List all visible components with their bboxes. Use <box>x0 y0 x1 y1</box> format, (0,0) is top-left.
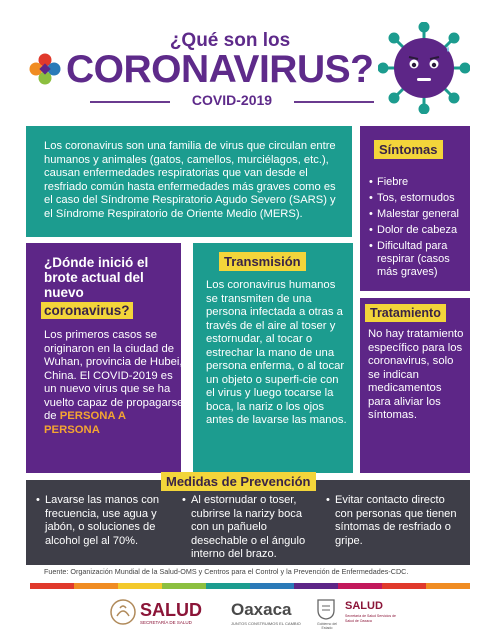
source-note: Fuente: Organización Mundial de la Salud-OMS y Centros para el Control y la Prevención de Enfermedades-CDC. <box>44 567 409 576</box>
salud2-label: SALUD <box>345 600 383 612</box>
list-item: • Dificultad para respirar (casos más graves) <box>369 240 467 279</box>
stripe-segment <box>250 583 294 589</box>
color-stripe <box>30 583 470 589</box>
salud-label: SALUD <box>140 600 202 620</box>
eagle-seal-icon <box>110 598 136 626</box>
origen-body-text: Los primeros casos se originaron en la ciudad de Wuhan, provincia de Hubei, China. El COVID-2019 es un nuevo virus que se ha vuelto capaz de propagarse de <box>44 329 184 422</box>
state-seal-icon <box>316 598 336 620</box>
transmision-body: Los coronavirus humanos se transmiten de una persona infectada a otras a través de el aire al toser y estornudar, al tocar o estrechar la mano de una persona enferma, o al tocar un objeto o superfi-cie con el virus y luego tocarse la boca, la nariz o los ojos antes de lavarse las manos. <box>206 279 347 426</box>
medidas-item-2: • Al estornudar o toser, cubrirse la narizy boca con un pañuelo desechable o el ángulo interno del brazo. <box>182 494 322 562</box>
stripe-segment <box>30 583 74 589</box>
oaxaca-label: Oaxaca <box>231 600 292 619</box>
gobierno-sub: Gobierno del Estado <box>316 622 338 630</box>
list-item: • Malestar general <box>369 208 467 221</box>
main-title: CORONAVIRUS? <box>66 48 374 91</box>
origen-panel <box>26 243 184 473</box>
tratamiento-panel <box>360 298 470 473</box>
list-item: • Tos, estornudos <box>369 192 467 205</box>
origen-body <box>44 329 184 437</box>
subtitle-rule-left <box>90 101 170 103</box>
salud2-sub: Secretaría de Salud Servicios de Salud de Oaxaca <box>345 614 396 623</box>
stripe-segment <box>74 583 118 589</box>
list-item: • Dolor de cabeza <box>369 224 467 237</box>
subtitle-rule-right <box>294 101 374 103</box>
salud-logo <box>110 598 220 630</box>
origen-emphasis: PERSONA A PERSONA <box>44 410 126 436</box>
medidas-item-1: • Lavarse las manos con frecuencia, use agua y jabón, o soluciones de alcohol gel al 70%. <box>36 494 176 548</box>
stripe-segment <box>426 583 470 589</box>
sintomas-list <box>369 176 467 282</box>
transmision-title: Transmisión <box>219 252 306 271</box>
pre-title: ¿Qué son los <box>169 30 291 51</box>
tratamiento-title: Tratamiento <box>365 304 446 322</box>
oaxaca-logo <box>231 598 311 630</box>
stripe-segment <box>118 583 162 589</box>
gobierno-logo <box>312 598 342 630</box>
tratamiento-body: No hay tratamiento específico para los coronavirus, solo se indican medicamentos para aliviar los síntomas. <box>368 328 464 421</box>
origen-question-text: ¿Dónde inició el brote actual del nuevo <box>44 255 149 300</box>
list-item: • Fiebre <box>369 176 467 189</box>
stripe-segment <box>206 583 250 589</box>
origen-highlight: coronavirus? <box>41 302 133 319</box>
logo-flower-icon <box>28 52 62 86</box>
salud-oaxaca-logo <box>345 598 415 630</box>
oaxaca-sub: JUNTOS CONSTRUIMOS EL CAMBIO <box>231 621 301 626</box>
medidas-item-3: • Evitar contacto directo con personas que tienen síntomas de resfriado o gripe. <box>326 494 464 548</box>
sintomas-title: Síntomas <box>374 140 443 159</box>
subtitle-row <box>90 92 375 110</box>
stripe-segment <box>294 583 338 589</box>
medidas-title: Medidas de Prevención <box>161 472 316 491</box>
virus-mascot-icon <box>378 22 470 114</box>
stripe-segment <box>162 583 206 589</box>
stripe-segment <box>338 583 382 589</box>
medidas-panel <box>26 474 470 565</box>
intro-panel: Los coronavirus son una familia de virus que circulan entre humanos y animales (gatos, camellos, murciélagos, etc.), causan enfermedades respiratorias que van desde el resfriado común hasta enfermedades más graves como es el caso del Síndrome Respiratorio Agudo Severo (SARS) y el Síndrome Respiratorio de Oriente Medio (MERS). <box>26 126 352 237</box>
origen-question <box>44 255 164 318</box>
transmision-panel <box>193 243 353 473</box>
stripe-segment <box>382 583 426 589</box>
salud-sub: SECRETARÍA DE SALUD <box>140 620 192 625</box>
subtitle: COVID-2019 <box>191 92 273 108</box>
sintomas-panel <box>360 126 470 291</box>
